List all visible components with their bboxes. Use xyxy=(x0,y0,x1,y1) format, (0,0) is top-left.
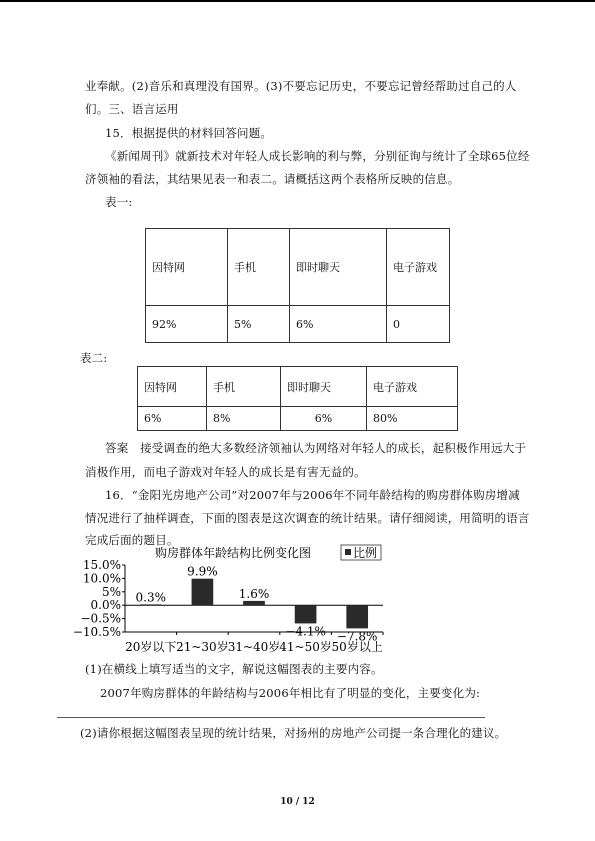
y-tick-label: 10.0% xyxy=(82,571,121,586)
chart-bar xyxy=(192,579,214,606)
y-tick-label: −10.5% xyxy=(72,625,121,639)
answer-line-1: 答案 接受调查的绝大多数经济领袖认为网络对年轻人的成长，起积极作用远大于 xyxy=(105,441,527,455)
x-tick-label: 31~40岁 xyxy=(227,640,281,654)
legend-swatch xyxy=(345,549,351,555)
question-15-body-2: 济领袖的看法，其结果见表一和表二。请概括这两个表格所反映的信息。 xyxy=(85,172,460,186)
table2-header-cell: 即时聊天 xyxy=(281,367,367,407)
table-1 xyxy=(145,228,450,343)
table1-header-cell: 手机 xyxy=(228,229,290,306)
table2-caption: 表二: xyxy=(80,351,108,365)
answer-blank-line xyxy=(57,717,485,718)
table1-header-cell: 电子游戏 xyxy=(387,229,450,306)
text-line-1: 业奉献。(2)音乐和真理没有国界。(3)不要忘记历史，不要忘记曾经帮助过自己的人 xyxy=(85,79,517,93)
age-structure-chart xyxy=(72,545,395,655)
table1-value-cell: 92% xyxy=(146,306,228,343)
data-label: 1.6% xyxy=(238,586,270,601)
table2-value-cell: 8% xyxy=(207,407,281,431)
data-label: 9.9% xyxy=(187,564,218,579)
chart-legend xyxy=(341,545,381,560)
y-tick-label: 0.0% xyxy=(90,598,121,613)
x-tick-label: 50岁以上 xyxy=(331,640,383,654)
chart-bar xyxy=(243,601,265,605)
table2-header-cell: 因特网 xyxy=(138,367,207,407)
table2-value-cell: 6% xyxy=(138,407,207,431)
x-tick-label: 20岁以下 xyxy=(125,640,177,654)
table1-header-cell: 因特网 xyxy=(146,229,228,306)
table-2 xyxy=(137,366,458,431)
x-tick-label: 21~30岁 xyxy=(176,640,229,654)
x-tick-label: 41~50岁 xyxy=(279,640,332,654)
table2-header-cell: 电子游戏 xyxy=(367,367,458,407)
table2-value-cell: 6% xyxy=(281,407,367,431)
question-16-body-2: 情况进行了抽样调查，下面的图表是这次调查的统计结果。请仔细阅读，用简明的语言 xyxy=(85,511,530,525)
data-label: −7.8% xyxy=(336,629,378,644)
data-label: 0.3% xyxy=(135,590,167,605)
table2-header-cell: 手机 xyxy=(207,367,281,407)
chart-bar xyxy=(140,604,162,605)
y-tick-label: 5% xyxy=(101,584,121,599)
y-tick-label: −0.5% xyxy=(80,611,121,626)
data-label: −4.1% xyxy=(285,624,326,639)
question-16-body-1: 16．“金阳光房地产公司”对2007年与2006年不同年龄结构的购房群体购房增减 xyxy=(105,488,520,502)
question-16-part-1-stem: 2007年购房群体的年龄结构与2006年相比有了明显的变化，主要变化为: xyxy=(100,686,481,700)
table2-value-cell: 80% xyxy=(367,407,458,431)
top-border xyxy=(0,0,595,2)
table1-value-cell: 0 xyxy=(387,306,450,343)
y-tick-label: 15.0% xyxy=(82,558,121,572)
table1-caption: 表一: xyxy=(105,195,133,209)
question-15-title: 15．根据提供的材料回答问题。 xyxy=(105,126,273,140)
chart-title: 购房群体年龄结构比例变化图 xyxy=(154,546,312,560)
question-16-body-3: 完成后面的题目。 xyxy=(85,533,179,547)
table1-value-cell: 6% xyxy=(290,306,387,343)
chart-bar xyxy=(295,605,317,623)
page-number: 10 / 12 xyxy=(280,797,315,807)
chart-svg xyxy=(72,545,395,655)
answer-line-2: 消极作用，而电子游戏对年轻人的成长是有害无益的。 xyxy=(85,465,366,479)
text-line-2: 们。三、语言运用 xyxy=(85,102,179,116)
chart-bar xyxy=(346,605,368,628)
question-16-part-2: (2)请你根据这幅图表呈现的统计结果，对扬州的房地产公司提一条合理化的建议。 xyxy=(80,726,507,740)
question-16-part-1: (1)在横线上填写适当的文字，解说这幅图表的主要内容。 xyxy=(85,662,383,676)
question-15-body-1: 《新闻周刊》就新技术对年轻人成长影响的利与弊，分别征询与统计了全球65位经 xyxy=(105,149,530,163)
table1-value-cell: 5% xyxy=(228,306,290,343)
legend-label: 比例 xyxy=(353,546,378,560)
table1-header-cell: 即时聊天 xyxy=(290,229,387,306)
